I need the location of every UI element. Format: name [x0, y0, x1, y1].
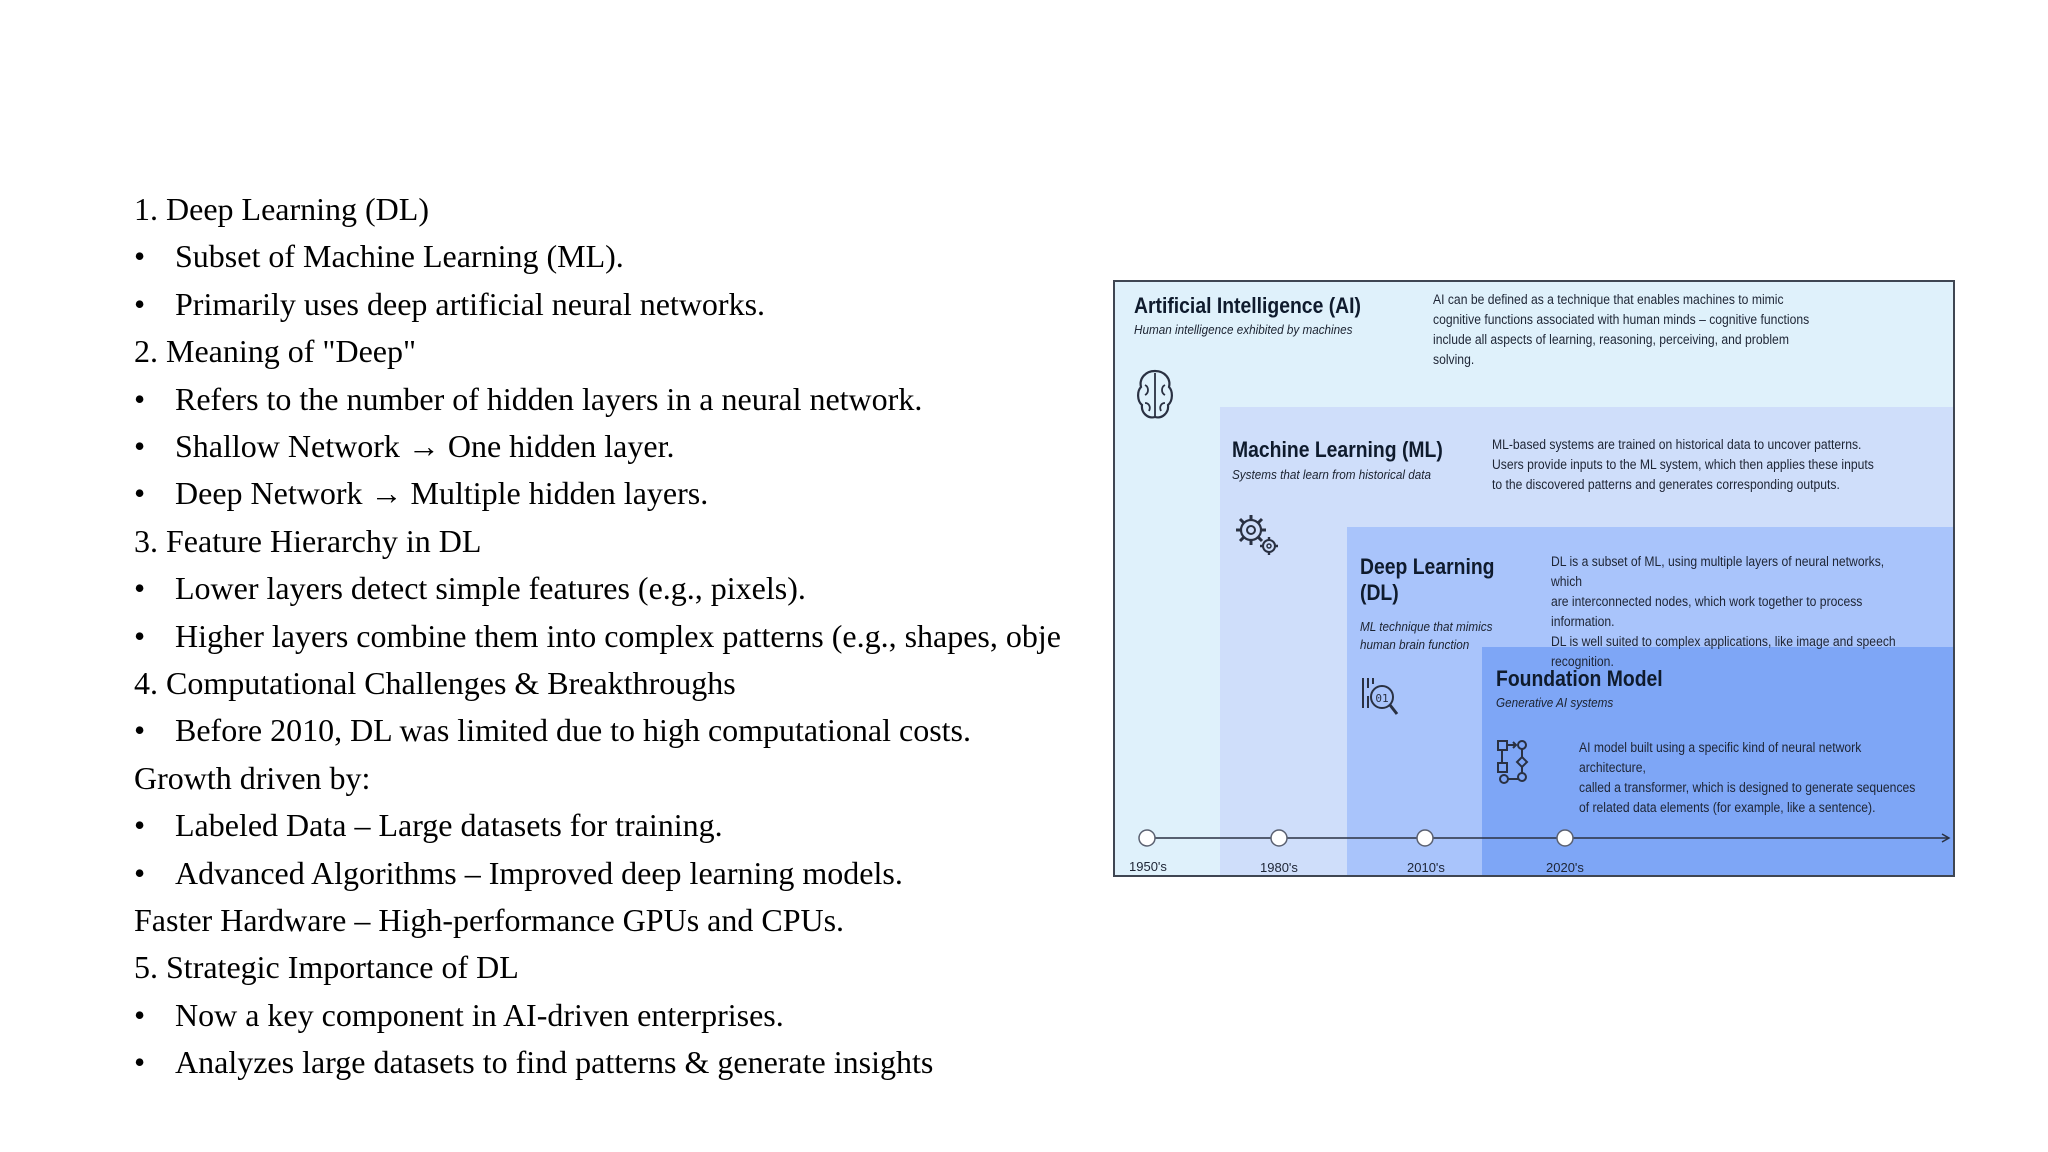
- text-line: 1. Deep Learning (DL): [134, 191, 429, 227]
- timeline: [1115, 282, 1955, 877]
- bullet-marker: •: [134, 475, 146, 512]
- bullet-text: Analyzes large datasets to find patterns & generate insights: [175, 1044, 934, 1081]
- bullet-marker: •: [134, 380, 146, 417]
- bullet-text: Deep Network → Multiple hidden layers.: [175, 475, 709, 512]
- fm-description: AI model built using a specific kind of neural network architecture, called a transformer, which is designed to generate sequences of related data elements (for example, like a sentence).: [1579, 740, 1916, 815]
- bullet-marker: •: [134, 1044, 146, 1081]
- era-label-2010s: 2010's: [1407, 860, 1445, 875]
- bullet-marker: •: [134, 996, 146, 1033]
- bullet-marker: •: [134, 617, 146, 654]
- ml-description: ML-based systems are trained on historical data to uncover patterns. Users provide inputs to the ML system, which then applies these inputs to the discovered patterns and generates corresponding outputs.: [1492, 437, 1874, 492]
- bullet-text: Subset of Machine Learning (ML).: [175, 238, 624, 275]
- timeline-marker-1980s: [1271, 830, 1287, 846]
- bullet-text: Before 2010, DL was limited due to high computational costs.: [175, 712, 971, 749]
- text-line: 2. Meaning of "Deep": [134, 333, 417, 370]
- text-line: 3. Feature Hierarchy in DL: [134, 522, 482, 559]
- text-line: Growth driven by:: [134, 759, 371, 796]
- bullet-text: Now a key component in AI-driven enterprises.: [175, 996, 784, 1033]
- text-line: Faster Hardware – High-performance GPUs and CPUs.: [134, 902, 845, 938]
- era-label-1980s: 1980's: [1260, 860, 1298, 875]
- fm-subtitle: Generative AI systems: [1496, 695, 1614, 710]
- timeline-marker-1950s: [1139, 830, 1155, 846]
- bullet-text: Primarily uses deep artificial neural networks.: [175, 285, 766, 322]
- ai-ml-dl-diagram: [1113, 280, 1955, 877]
- bullet-marker: •: [134, 570, 146, 607]
- bullet-text: Lower layers detect simple features (e.g., pixels).: [175, 570, 806, 607]
- era-label-2020s: 2020's: [1546, 860, 1584, 875]
- bullet-text: Labeled Data – Large datasets for training.: [175, 807, 723, 844]
- ml-title: Machine Learning (ML): [1232, 437, 1443, 462]
- bullet-text: Higher layers combine them into complex patterns (e.g., shapes, obje: [175, 617, 1061, 654]
- bullet-marker: •: [134, 854, 146, 891]
- bullet-marker: •: [134, 238, 146, 275]
- bullet-marker: •: [134, 428, 146, 464]
- ai-title: Artificial Intelligence (AI): [1134, 293, 1361, 318]
- svg-text:01: 01: [1375, 692, 1389, 705]
- timeline-marker-2010s: [1417, 830, 1433, 846]
- text-line: 4. Computational Challenges & Breakthroughs: [134, 665, 736, 701]
- bullet-marker: •: [134, 807, 146, 844]
- bullet-text: Advanced Algorithms – Improved deep learning models.: [175, 854, 903, 891]
- fm-title: Foundation Model: [1496, 666, 1663, 691]
- timeline-marker-2020s: [1557, 830, 1573, 846]
- text-line: 5. Strategic Importance of DL: [134, 949, 519, 986]
- era-label-1950s: 1950's: [1129, 859, 1167, 874]
- bullet-text: Refers to the number of hidden layers in a neural network.: [175, 380, 923, 417]
- bullet-marker: •: [134, 285, 146, 322]
- bullet-text-column: [134, 187, 1100, 1087]
- bullet-text: Shallow Network → One hidden layer.: [175, 428, 675, 464]
- ai-description: AI can be defined as a technique that enables machines to mimic cognitive functions associated with human minds – cognitive functions include all aspects of learning, reasoning, perceiving, and problem solving.: [1433, 292, 1810, 367]
- dl-subtitle: ML technique that mimics human brain function: [1360, 619, 1493, 652]
- ml-subtitle: Systems that learn from historical data: [1232, 467, 1431, 482]
- bullet-marker: •: [134, 712, 146, 749]
- dl-title: Deep Learning (DL): [1360, 554, 1495, 605]
- ai-subtitle: Human intelligence exhibited by machines: [1134, 322, 1353, 337]
- dl-description: DL is a subset of ML, using multiple layers of neural networks, which are interconnected nodes, which work together to process information. DL is well suited to complex applications, like image and speech recognition.: [1551, 554, 1896, 669]
